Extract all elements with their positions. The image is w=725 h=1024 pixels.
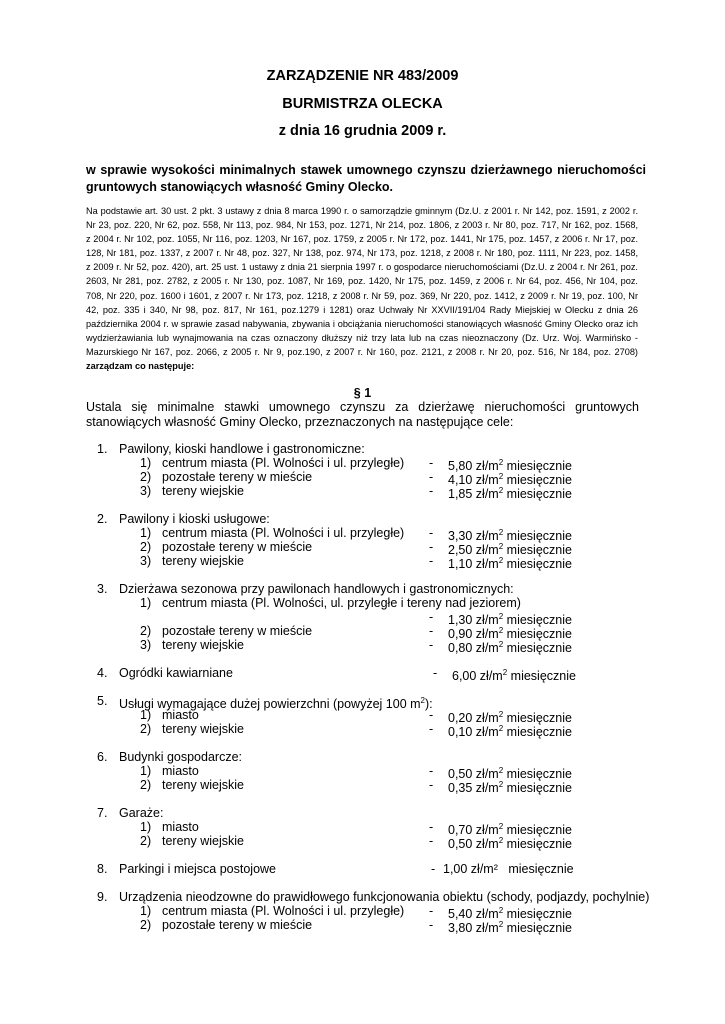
group-title: Garaże:: [119, 806, 164, 820]
group-title: Pawilony, kioski handlowe i gastronomiczne:: [119, 442, 365, 456]
decision-clause: zarządzam co następuje:: [86, 361, 195, 372]
group-title: Dzierżawa sezonowa przy pawilonach handlowych i gastronomicznych:: [119, 582, 514, 596]
group-title: Parkingi i miejsca postojowe: [119, 862, 277, 876]
section-intro: Ustala się minimalne stawki umownego czynszu za dzierżawę nieruchomości gruntowych stanowiących własność Gminy Olecko, przeznaczonych na następujące cele:: [86, 400, 639, 429]
subject: w sprawie wysokości minimalnych stawek umownego czynszu dzierżawnego nieruchomości gruntowych stanowiących własność Gminy Olecko.: [86, 163, 646, 194]
section-mark: § 1: [353, 386, 372, 400]
legal-basis-text: Na podstawie art. 30 ust. 2 pkt. 3 ustawy z dnia 8 marca 1990 r. o samorządzie gminnym (Dz.U. z 2001 r. Nr 142, poz. 1591, z 2002 r. Nr 23, poz. 220, Nr 62, poz. 558, Nr 113, poz. 984, Nr 153, poz. 1271, Nr 214, poz. 1806, z 2003 r. Nr 80, poz. 717, Nr 162, poz. 1568, z 2004 r. Nr 102, poz. 1055, Nr 116, poz. 1203, Nr 167, poz. 1759, z 2005 r. Nr 172, poz. 1441, Nr 175, poz. 1457, z 2006 r. Nr 17, poz. 128, Nr 181, poz. 1337, z 2007 r. Nr 48, poz. 327, Nr 138, poz. 974, Nr 173, poz. 1218, z 2008 r. Nr 180, poz. 1111, Nr 223, poz. 1458, z 2009 r. Nr 52, poz. 420), art. 25 ust. 1 ustawy z dnia 21 sierpnia 1997 r. o gospodarce nieruchomościami (Dz.U. z 2004 r. Nr 261, poz. 2603, Nr 281, poz. 2782, z 2005 r. Nr 130, poz. 1087, Nr 169, poz. 1420, Nr 175, poz. 1459, z 2006 r. Nr 64, poz. 456, Nr 104, poz. 708, Nr 220, poz. 1600 i 1601, z 2007 r. Nr 173, poz. 1218, z 2008 r. Nr 59, poz. 369, Nr 220, poz. 1412, z 2009 r. Nr 19, poz. 100, Nr 42, poz. 335 i 340, Nr 98, poz. 817, Nr 161, poz.1279 i 1281) oraz Uchwały Nr XXVII/191/04 Rady Miejskiej w Olecku z dnia 26 października 2004 r. w sprawie zasad nabywania, zbywania i obciążania nieruchomości stanowiących własność Gminy Olecko oraz ich wydzierżawiania lub wynajmowania na czas oznaczony dłuższy niż trzy lata lub na czas nieoznaczony (Dz. Urz. Woj. Warmińsko - Mazurskiego Nr 167, poz. 2066, z 2005 r. Nr 9, poz.190, z 2007 r. Nr 160, poz. 2121, z 2008 r. Nr 20, poz. 516, Nr 184, poz. 2708): [86, 206, 638, 357]
issue-date: z dnia 16 grudnia 2009 r.: [278, 123, 447, 139]
group-title: Ogródki kawiarniane: [119, 666, 233, 680]
group-title: Budynki gospodarcze:: [119, 750, 242, 764]
group-title: Pawilony i kioski usługowe:: [119, 512, 270, 526]
ordinance-number: ZARZĄDZENIE NR 483/2009: [266, 68, 459, 84]
group-title: Urządzenia nieodzowne do prawidłowego funkcjonowania obiektu (schody, podjazdy, pochylnie): [119, 890, 650, 904]
issuer: BURMISTRZA OLECKA: [282, 96, 443, 112]
legal-basis: [86, 204, 638, 373]
group-title: Usługi wymagające dużej powierzchni (powyżej 100 $m^2$):: [119, 696, 433, 711]
